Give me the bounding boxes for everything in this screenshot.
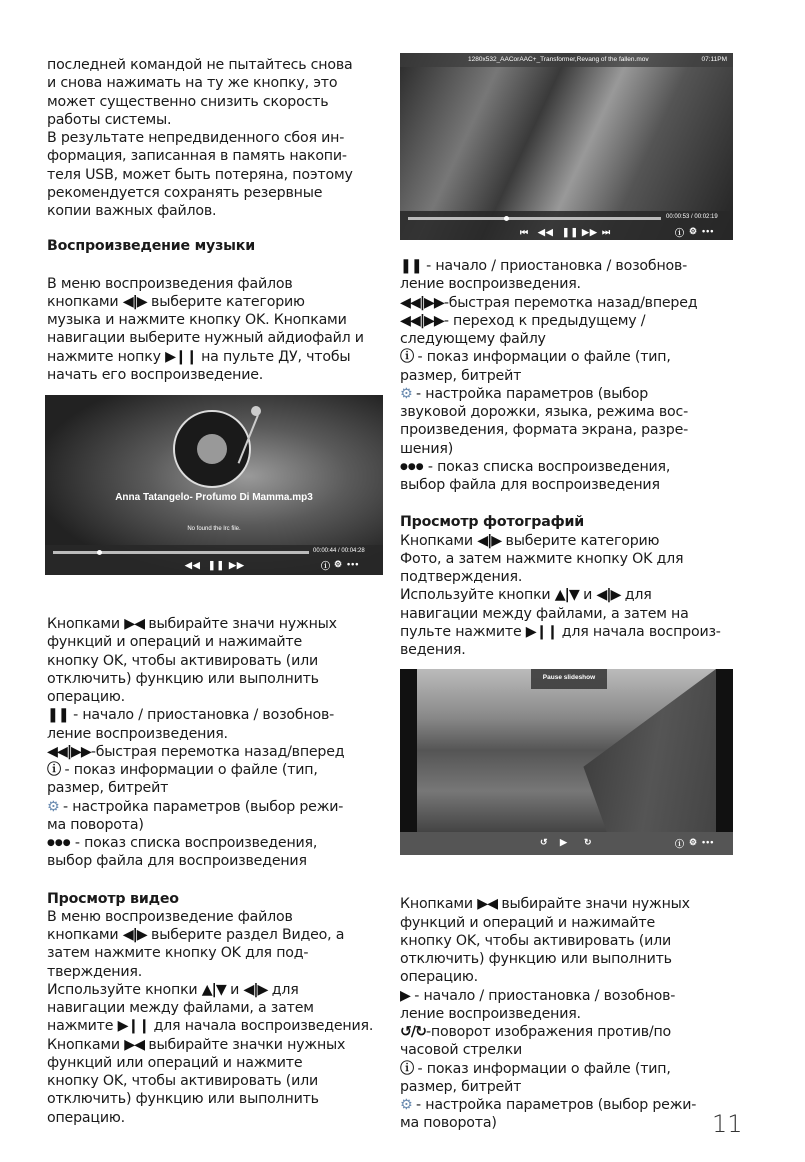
text-segment: навигации между файлами, а затем на: [400, 605, 689, 622]
play-pause-icon: ▶❙❙: [165, 348, 197, 365]
text-line: [47, 944, 387, 962]
text-segment: ведения.: [400, 642, 466, 658]
viewer-control-bar: [400, 832, 733, 855]
info-button[interactable]: ⓘ: [675, 228, 686, 238]
text-segment: - показ списка воспроизведения,: [423, 458, 671, 475]
pause-button[interactable]: ❚❚: [562, 227, 580, 237]
pause-icon: ❚❚: [47, 707, 69, 724]
progress-knob[interactable]: [504, 216, 509, 221]
text-line: [47, 816, 387, 834]
settings-button[interactable]: ⚙: [689, 226, 699, 236]
lyrics-status: No found the lrc file.: [187, 526, 241, 532]
up-down-arrows-icon: ▲|▼: [201, 981, 226, 998]
text-line: [47, 147, 387, 165]
music-heading: Воспроизведение музыки: [47, 238, 255, 255]
text-segment: на пульте ДУ, чтобы: [196, 348, 351, 365]
text-segment: функций или операций и нажмите: [47, 1054, 303, 1071]
text-line: [47, 129, 387, 147]
info-icon: ⓘ: [400, 349, 414, 366]
track-title: Anna Tatangelo- Profumo Di Mamma.mp3: [115, 492, 313, 503]
text-line: [47, 1109, 387, 1127]
up-down-arrows-icon: ▲|▼: [554, 587, 579, 604]
text-line: [47, 1017, 387, 1035]
music-intro-paragraph: [47, 275, 387, 385]
text-segment: произведения, формата экрана, разре-: [400, 422, 689, 439]
text-segment: выберите категорию: [501, 532, 660, 549]
text-segment: Кнопками: [400, 532, 478, 549]
text-segment: - начало / приостановка / возобнов-: [409, 987, 676, 1004]
rotate-left-button[interactable]: ↺: [540, 837, 549, 847]
text-segment: отключить) функцию или выполнить: [400, 951, 672, 967]
fast-forward-button[interactable]: ▶▶: [582, 227, 598, 237]
text-segment: Используйте кнопки: [47, 981, 202, 998]
left-right-arrows-icon: ◀|▶: [122, 293, 147, 310]
text-segment: -быстрая перемотка назад/вперед: [443, 294, 698, 311]
text-line: [47, 670, 387, 688]
text-line: [400, 1023, 740, 1041]
text-segment: выберите раздел Видео, а: [146, 927, 345, 943]
video-file-name: 1280x532_AACorAAC+_Transformer,Revang of the fallen.mov: [468, 56, 649, 63]
text-line: [400, 641, 740, 659]
text-segment: выберите категорию: [146, 293, 305, 310]
text-segment: тверждения.: [47, 963, 143, 980]
video-player-screenshot: [400, 53, 733, 240]
text-segment: отключить) функцию или выполнить: [47, 670, 319, 687]
previous-button[interactable]: ⏮: [520, 227, 530, 237]
text-line: [400, 623, 740, 641]
text-segment: и: [578, 587, 597, 604]
photo-viewer-screenshot: [400, 669, 733, 855]
text-segment: В меню воспроизведения файлов: [47, 275, 293, 292]
gear-icon: ⚙: [47, 798, 59, 815]
text-line: [400, 257, 740, 275]
playlist-button[interactable]: •••: [702, 226, 715, 236]
video-controls-paragraph: [400, 257, 740, 494]
text-line: [47, 1036, 387, 1054]
text-line: [47, 743, 387, 761]
text-segment: и: [225, 981, 244, 998]
text-segment: кнопками: [47, 293, 123, 310]
text-segment: - показ информации о файле (тип,: [413, 349, 671, 366]
right-left-arrows-icon: ▶◀: [124, 1036, 145, 1053]
music-player-screenshot: [45, 395, 383, 575]
text-line: [47, 56, 387, 74]
text-segment: выбор файла для воспроизведения: [400, 477, 660, 493]
text-segment: следующему файлу: [400, 331, 546, 347]
photo-heading: Просмотр фотографий: [400, 514, 584, 531]
text-line: [47, 999, 387, 1017]
video-title-bar: [400, 53, 733, 67]
progress-knob[interactable]: [97, 550, 102, 555]
text-segment: формация, записанная в память накопи-: [47, 148, 347, 165]
text-segment: навигации между файлами, а затем: [47, 1000, 314, 1016]
intro-paragraph: [47, 56, 387, 220]
rewind-forward-icon: ◀◀|▶▶: [47, 743, 91, 760]
text-line: [400, 1005, 740, 1023]
text-segment: - начало / приостановка / возобнов-: [68, 707, 335, 724]
text-line: [400, 421, 740, 439]
text-segment: кнопку OK, чтобы активировать (или: [47, 1073, 319, 1089]
text-segment: для начала воспроизведения.: [149, 1018, 374, 1035]
text-line: [400, 1041, 740, 1059]
text-segment: - настройка параметров (выбор режи-: [58, 798, 344, 815]
dots-icon: ●●●: [400, 461, 424, 472]
text-line: [47, 652, 387, 670]
text-segment: навигации выберите нужный айдиофайл и: [47, 330, 364, 347]
play-icon: ▶: [400, 987, 410, 1004]
text-line: [47, 633, 387, 651]
text-segment: кнопку OK, чтобы активировать (или: [47, 652, 319, 669]
text-segment: - показ списка воспроизведения,: [70, 835, 318, 851]
fast-forward-button[interactable]: ▶▶: [229, 560, 245, 570]
text-segment: - переход к предыдущему /: [443, 312, 646, 329]
rotate-icon: ↺/↻: [400, 1024, 426, 1040]
text-line: [400, 385, 740, 403]
text-segment: выбирайте значи нужных: [144, 616, 337, 632]
text-segment: Кнопками: [400, 896, 478, 913]
text-segment: выбирайте значи нужных: [497, 896, 690, 913]
text-segment: операцию.: [400, 969, 478, 986]
rewind-button[interactable]: ◀◀: [185, 560, 201, 570]
text-segment: - начало / приостановка / возобнов-: [421, 258, 688, 274]
photo-paragraph: [400, 532, 740, 660]
text-line: [47, 93, 387, 111]
info-icon: ⓘ: [47, 762, 61, 778]
left-right-arrows-icon: ◀|▶: [122, 927, 147, 943]
text-line: [47, 834, 387, 852]
playlist-button[interactable]: •••: [347, 559, 360, 569]
text-line: [47, 329, 387, 347]
photo: [417, 669, 716, 832]
text-line: [400, 367, 740, 385]
pause-button[interactable]: ❚❚: [208, 560, 226, 570]
photo-controls-paragraph: [400, 895, 740, 1132]
next-button[interactable]: ⏭: [602, 227, 612, 237]
text-segment: размер, битрейт: [47, 780, 169, 797]
playlist-button[interactable]: •••: [702, 837, 715, 847]
text-segment: часовой стрелки: [400, 1042, 522, 1059]
text-segment: последней командой не пытайтесь снова: [47, 57, 353, 73]
right-left-arrows-icon: ▶◀: [477, 896, 498, 913]
text-line: [400, 476, 740, 494]
text-line: [47, 926, 387, 944]
text-line: [47, 366, 387, 384]
text-segment: ма поворота): [400, 1115, 497, 1132]
text-segment: выбор файла для воспроизведения: [47, 853, 307, 870]
text-segment: подтверждения.: [400, 569, 523, 585]
text-line: [400, 914, 740, 932]
rewind-button[interactable]: ◀◀: [538, 227, 554, 237]
text-line: [47, 311, 387, 329]
right-left-arrows-icon: ▶◀: [124, 616, 145, 632]
left-right-arrows-icon: ◀|▶: [243, 981, 268, 998]
text-segment: пульте нажмите: [400, 623, 526, 640]
text-line: [400, 403, 740, 421]
text-line: [400, 1096, 740, 1114]
music-controls-paragraph: [47, 615, 387, 871]
text-segment: затем нажмите кнопку OK для под-: [47, 945, 309, 962]
text-segment: операцию.: [47, 689, 125, 705]
text-line: [400, 1060, 740, 1078]
text-line: [47, 1054, 387, 1072]
text-line: [47, 166, 387, 184]
text-line: [47, 761, 387, 779]
text-line: [400, 968, 740, 986]
pause-icon: ❚❚: [400, 258, 422, 274]
text-segment: кнопками: [47, 927, 123, 943]
text-line: [400, 895, 740, 913]
text-line: [400, 532, 740, 550]
text-segment: -поворот изображения против/по: [425, 1024, 672, 1040]
text-segment: для: [620, 587, 652, 604]
left-column: [47, 56, 387, 1127]
progress-bar[interactable]: [53, 551, 309, 554]
text-segment: ление воспроизведения.: [400, 1005, 581, 1022]
text-line: [47, 908, 387, 926]
text-segment: -быстрая перемотка назад/вперед: [90, 743, 345, 760]
text-line: [47, 963, 387, 981]
text-segment: копии важных файлов.: [47, 203, 217, 219]
text-segment: ма поворота): [47, 816, 144, 833]
text-line: [400, 330, 740, 348]
text-line: [47, 981, 387, 999]
rotate-right-button[interactable]: ↻: [584, 837, 593, 847]
video-heading: Просмотр видео: [47, 890, 179, 907]
text-segment: В результате непредвиденного сбоя ин-: [47, 130, 345, 146]
info-button[interactable]: ⓘ: [321, 561, 332, 571]
text-segment: выбирайте значки нужных: [144, 1036, 346, 1053]
text-line: [47, 202, 387, 220]
text-segment: - показ информации о файле (тип,: [413, 1060, 671, 1077]
text-segment: ление воспроизведения.: [400, 276, 581, 293]
text-segment: функций и операций и нажимайте: [47, 634, 303, 651]
text-line: [47, 184, 387, 202]
text-line: [400, 550, 740, 568]
rewind-forward-icon: ◀◀|▶▶: [400, 294, 444, 311]
text-line: [400, 605, 740, 623]
player-control-bar: [45, 545, 383, 575]
text-segment: кнопку OK, чтобы активировать (или: [400, 932, 672, 949]
text-segment: для начала воспроиз-: [557, 623, 721, 640]
clock: 07:11PM: [701, 56, 727, 63]
text-segment: рекомендуется сохранять резервные: [47, 184, 323, 201]
left-right-arrows-icon: ◀|▶: [477, 532, 502, 549]
text-line: [400, 1078, 740, 1096]
video-paragraph: [47, 908, 387, 1127]
text-segment: размер, битрейт: [400, 367, 522, 384]
progress-bar[interactable]: [408, 217, 661, 220]
text-line: [47, 1090, 387, 1108]
info-button[interactable]: ⓘ: [675, 839, 686, 849]
text-line: [47, 706, 387, 724]
text-segment: функций и операций и нажимайте: [400, 914, 656, 931]
text-line: [400, 440, 740, 458]
text-line: [400, 568, 740, 586]
text-segment: размер, битрейт: [400, 1078, 522, 1095]
text-segment: теля USB, может быть потеряна, поэтому: [47, 166, 353, 183]
text-line: [400, 1114, 740, 1132]
text-segment: музыка и нажмите кнопку OK. Кнопками: [47, 312, 347, 328]
text-segment: Фото, а затем нажмите кнопку OK для: [400, 550, 684, 567]
vinyl-record-icon: [173, 410, 251, 488]
rewind-forward-icon: ◀◀|▶▶: [400, 312, 444, 329]
text-line: [400, 950, 740, 968]
text-segment: звуковой дорожки, языка, режима вос-: [400, 404, 689, 420]
text-segment: - настройка параметров (выбор режи-: [411, 1097, 697, 1113]
gear-icon: ⚙: [400, 1097, 412, 1113]
text-segment: может существенно снизить скорость: [47, 93, 329, 110]
play-pause-icon: ▶❙❙: [525, 623, 558, 640]
text-line: [47, 111, 387, 129]
dots-icon: ●●●: [47, 838, 71, 848]
text-segment: шения): [400, 440, 454, 457]
text-line: [47, 348, 387, 366]
text-segment: ление воспроизведения.: [47, 725, 228, 742]
text-line: [400, 932, 740, 950]
settings-button[interactable]: ⚙: [334, 559, 344, 569]
text-line: [400, 312, 740, 330]
text-segment: Используйте кнопки: [400, 587, 555, 604]
time-display: 00:00:44 / 00:04:28: [313, 548, 365, 554]
overlay-label-box: [531, 669, 607, 689]
player-control-bar: [400, 211, 733, 240]
text-line: [47, 779, 387, 797]
text-segment: нажмите: [47, 1018, 118, 1035]
text-segment: - настройка параметров (выбор: [411, 385, 649, 402]
text-line: [400, 987, 740, 1005]
text-segment: работы системы.: [47, 111, 172, 128]
text-line: [47, 798, 387, 816]
text-segment: Кнопками: [47, 1036, 125, 1053]
time-display: 00:00:53 / 00:02:19: [666, 214, 718, 220]
info-icon: ⓘ: [400, 1060, 414, 1077]
play-pause-icon: ▶❙❙: [117, 1018, 150, 1035]
page-number: 11: [712, 1110, 743, 1138]
text-line: [47, 615, 387, 633]
text-line: [400, 348, 740, 366]
pause-slideshow-label: Pause slideshow: [542, 674, 596, 681]
text-segment: для: [267, 981, 299, 998]
text-line: [47, 74, 387, 92]
text-segment: В меню воспроизведение файлов: [47, 908, 293, 925]
play-button[interactable]: ▶: [560, 837, 568, 847]
text-line: [47, 688, 387, 706]
text-line: [47, 293, 387, 311]
gear-icon: ⚙: [400, 385, 412, 402]
text-line: [47, 725, 387, 743]
settings-button[interactable]: ⚙: [689, 837, 699, 847]
text-line: [400, 275, 740, 293]
text-segment: Кнопками: [47, 616, 125, 632]
text-segment: - показ информации о файле (тип,: [60, 762, 318, 778]
text-segment: операцию.: [47, 1109, 125, 1126]
text-segment: отключить) функцию или выполнить: [47, 1091, 319, 1108]
left-right-arrows-icon: ◀|▶: [596, 587, 621, 604]
text-line: [47, 852, 387, 870]
text-line: [47, 275, 387, 293]
text-line: [400, 586, 740, 604]
text-segment: начать его воспроизведение.: [47, 366, 264, 383]
text-line: [400, 458, 740, 476]
text-segment: нажмите нопку: [47, 348, 166, 365]
text-line: [47, 1072, 387, 1090]
text-line: [400, 294, 740, 312]
text-segment: и снова нажимать на ту же кнопку, это: [47, 75, 338, 92]
